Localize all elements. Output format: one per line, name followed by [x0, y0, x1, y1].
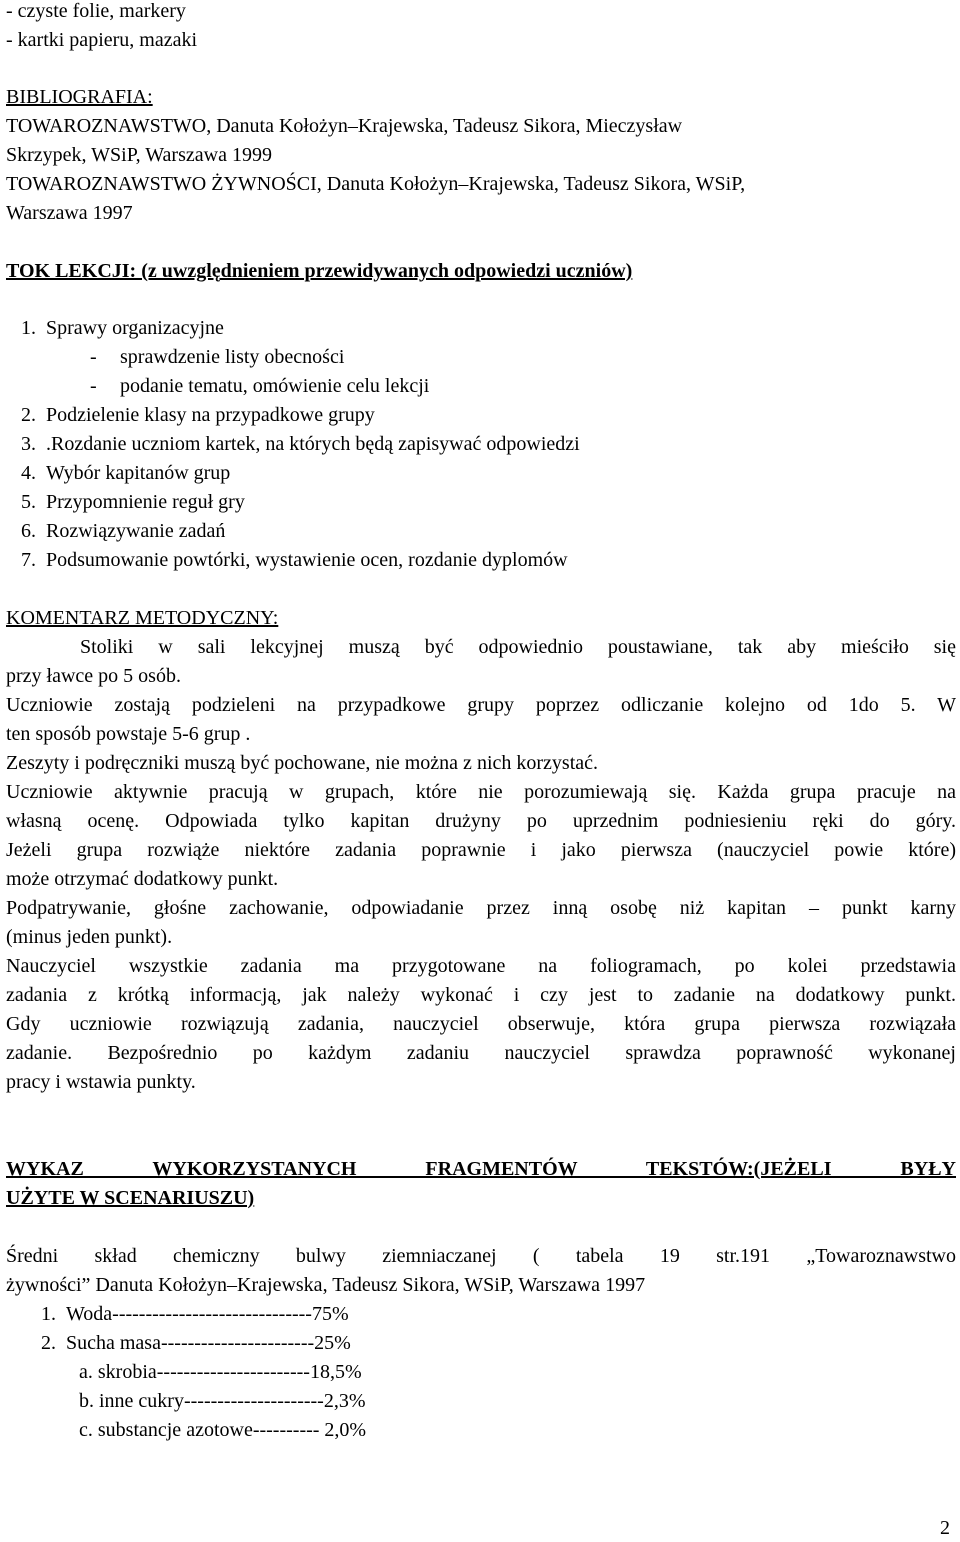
lesson-item	[0, 517, 225, 545]
composition-item	[0, 1300, 349, 1328]
commentary-line: Stoliki w sali lekcyjnej muszą być odpowiednio poustawiane, tak aby mieściło się	[80, 636, 956, 658]
lesson-item-number: 4.	[21, 462, 36, 484]
lesson-subitem: - podanie tematu, omówienie celu lekcji	[90, 375, 430, 397]
lesson-item	[0, 488, 245, 516]
lesson-item-text: Sprawy organizacyjne	[46, 317, 224, 339]
texts-intro-line: żywności” Danuta Kołożyn–Krajewska, Tadeusz Sikora, WSiP, Warszawa 1997	[6, 1274, 646, 1296]
commentary-line: Uczniowie zostają podzieleni na przypadkowe grupy poprzez odliczanie kolejno od 1do 5. W	[6, 694, 956, 716]
lesson-item-number: 3.	[21, 433, 36, 455]
commentary-line: Nauczyciel wszystkie zadania ma przygotowane na foliogramach, po kolei przedstawia	[6, 955, 956, 977]
composition-subitem: c. substancje azotowe---------- 2,0%	[79, 1419, 367, 1441]
commentary-line: Uczniowie aktywnie pracują w grupach, które nie porozumiewają się. Każda grupa pracuje na	[6, 781, 956, 803]
lesson-item	[0, 401, 375, 429]
lesson-item-text: .Rozdanie uczniom kartek, na których będą zapisywać odpowiedzi	[46, 433, 580, 455]
composition-item-text: Sucha masa-----------------------25%	[66, 1332, 351, 1354]
commentary-line: może otrzymać dodatkowy punkt.	[6, 868, 279, 890]
commentary-line: własną ocenę. Odpowiada tylko kapitan drużyny po uprzednim podniesieniu ręki do góry.	[6, 810, 956, 832]
commentary-line: ten sposób powstaje 5-6 grup .	[6, 723, 251, 745]
lesson-item	[0, 430, 580, 458]
lesson-subitem: - sprawdzenie listy obecności	[90, 346, 345, 368]
lesson-item-text: Rozwiązywanie zadań	[46, 520, 226, 542]
texts-intro-line: Średni skład chemiczny bulwy ziemniaczanej ( tabela 19 str.191 „Towaroznawstwo	[6, 1245, 956, 1267]
lesson-subitem-text: sprawdzenie listy obecności	[120, 346, 345, 368]
commentary-line: zadania z krótką informacją, jak należy wykonać i czy jest to zadanie na dodatkowy punkt.	[6, 984, 956, 1006]
composition-item	[0, 1329, 351, 1357]
commentary-line: Jeżeli grupa rozwiąże niektóre zadania poprawnie i jako pierwsza (nauczyciel powie które)	[6, 839, 956, 861]
lesson-subitem-text: podanie tematu, omówienie celu lekcji	[120, 375, 430, 397]
composition-item-number: 2.	[41, 1332, 56, 1354]
commentary-line: zadanie. Bezpośrednio po każdym zadaniu nauczyciel sprawdza poprawność wykonanej	[6, 1042, 956, 1064]
bibliography-line: TOWAROZNAWSTWO ŻYWNOŚCI, Danuta Kołożyn–Krajewska, Tadeusz Sikora, WSiP,	[6, 173, 746, 195]
lesson-heading: TOK LEKCJI: (z uwzględnieniem przewidywanych odpowiedzi uczniów)	[6, 260, 633, 282]
lesson-item	[0, 314, 224, 342]
material-line: - czyste folie, markery	[6, 0, 186, 22]
texts-heading-continued: UŻYTE W SCENARIUSZU)	[6, 1187, 255, 1209]
bibliography-heading: BIBLIOGRAFIA:	[6, 86, 153, 108]
page-number: 2	[940, 1517, 950, 1539]
composition-subitem: a. skrobia-----------------------18,5%	[79, 1361, 362, 1383]
lesson-item-text: Podzielenie klasy na przypadkowe grupy	[46, 404, 375, 426]
lesson-item-text: Podsumowanie powtórki, wystawienie ocen, rozdanie dyplomów	[46, 549, 568, 571]
lesson-item	[0, 459, 230, 487]
commentary-line: Podpatrywanie, głośne zachowanie, odpowiadanie przez inną osobę niż kapitan – punkt karny	[6, 897, 956, 919]
bibliography-line: TOWAROZNAWSTWO, Danuta Kołożyn–Krajewska, Tadeusz Sikora, Mieczysław	[6, 115, 683, 137]
lesson-item-text: Wybór kapitanów grup	[46, 462, 231, 484]
material-line: - kartki papieru, mazaki	[6, 29, 198, 51]
commentary-heading: KOMENTARZ METODYCZNY:	[6, 607, 279, 629]
lesson-item	[0, 546, 568, 574]
commentary-line: Zeszyty i podręczniki muszą być pochowane, nie można z nich korzystać.	[6, 752, 599, 774]
lesson-item-number: 5.	[21, 491, 36, 513]
commentary-line: przy ławce po 5 osób.	[6, 665, 181, 687]
composition-item-number: 1.	[41, 1303, 56, 1325]
commentary-line: (minus jeden punkt).	[6, 926, 173, 948]
lesson-item-number: 1.	[21, 317, 36, 339]
bibliography-line: Skrzypek, WSiP, Warszawa 1999	[6, 144, 272, 166]
texts-heading: WYKAZ WYKORZYSTANYCH FRAGMENTÓW TEKSTÓW:(JEŻELI BYŁY	[6, 1158, 956, 1180]
commentary-line: pracy i wstawia punkty.	[6, 1071, 196, 1093]
commentary-line: Gdy uczniowie rozwiązują zadania, nauczyciel obserwuje, która grupa pierwsza rozwiązała	[6, 1013, 956, 1035]
lesson-item-number: 6.	[21, 520, 36, 542]
composition-subitem: b. inne cukry---------------------2,3%	[79, 1390, 366, 1412]
lesson-item-number: 7.	[21, 549, 36, 571]
composition-item-text: Woda------------------------------75%	[66, 1303, 349, 1325]
lesson-item-text: Przypomnienie reguł gry	[46, 491, 245, 513]
lesson-item-number: 2.	[21, 404, 36, 426]
bibliography-line: Warszawa 1997	[6, 202, 133, 224]
